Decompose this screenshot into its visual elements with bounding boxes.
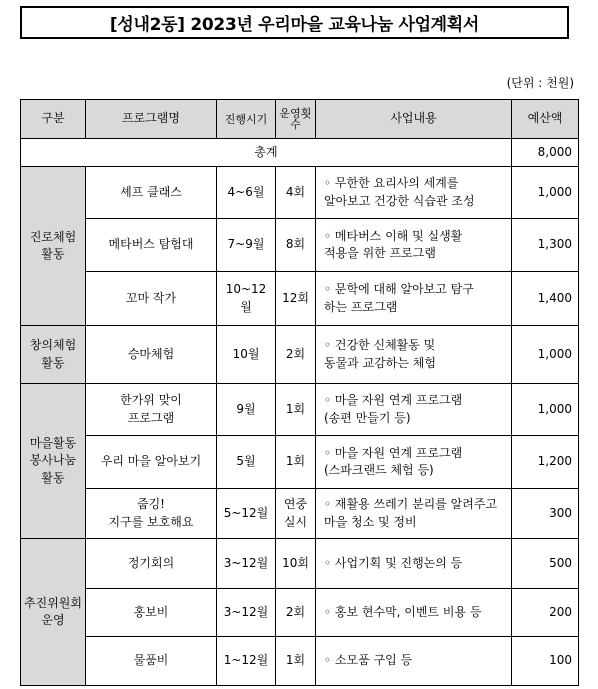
table-row [21,489,579,539]
document-title [20,6,569,39]
total-label: 총계 [21,139,512,167]
unit-label: (단위 : 천원) [506,76,574,90]
program-count: 1회 [276,384,316,436]
program-period: 3~12월 [217,589,276,637]
group-label: 추진위원회 운영 [21,539,86,686]
header-row [21,100,579,139]
program-name: 셰프 클래스 [86,167,217,219]
program-name: 줍깅! 지구를 보호해요 [86,489,217,539]
program-budget: 500 [512,539,579,589]
program-budget: 1,000 [512,326,579,384]
program-budget: 1,400 [512,272,579,326]
program-count: 2회 [276,589,316,637]
total-amount: 8,000 [512,139,579,167]
program-count: 2회 [276,326,316,384]
program-budget: 300 [512,489,579,539]
program-budget: 1,300 [512,219,579,272]
table-row [21,326,579,384]
program-budget: 1,200 [512,436,579,489]
total-row [21,139,579,167]
program-period: 3~12월 [217,539,276,589]
program-description: ◦ 소모품 구입 등 [316,637,512,686]
group-label: 진로체험 활동 [21,167,86,326]
program-description: ◦ 재활용 쓰레기 분리를 알려주고 마을 청소 및 정비 [316,489,512,539]
table-row [21,436,579,489]
program-period: 10~12 월 [217,272,276,326]
program-description: ◦ 문학에 대해 알아보고 탐구 하는 프로그램 [316,272,512,326]
program-budget: 1,000 [512,384,579,436]
plan-table [20,99,579,686]
program-name: 메타버스 탐험대 [86,219,217,272]
program-description: ◦ 사업기획 및 진행논의 등 [316,539,512,589]
program-description: ◦ 메타버스 이해 및 실생활 적용을 위한 프로그램 [316,219,512,272]
title-text: [성내2동] 2023년 우리마을 교육나눔 사업계획서 [109,15,480,35]
program-count: 12회 [276,272,316,326]
program-count: 1회 [276,436,316,489]
program-period: 5월 [217,436,276,489]
table-row [21,539,579,589]
program-period: 10월 [217,326,276,384]
group-label: 마을활동 봉사나눔 활동 [21,384,86,539]
program-description: ◦ 마을 자원 연계 프로그램 (스파크랜드 체험 등) [316,436,512,489]
program-name: 한가위 맞이 프로그램 [86,384,217,436]
header-budget: 예산액 [512,100,579,139]
program-name: 승마체험 [86,326,217,384]
program-budget: 200 [512,589,579,637]
program-name: 꼬마 작가 [86,272,217,326]
header-description: 사업내용 [316,100,512,139]
program-count: 연중 실시 [276,489,316,539]
program-count: 10회 [276,539,316,589]
table-row [21,589,579,637]
program-period: 7~9월 [217,219,276,272]
program-description: ◦ 건강한 신체활동 및 동물과 교감하는 체험 [316,326,512,384]
program-name: 물품비 [86,637,217,686]
header-program: 프로그램명 [86,100,217,139]
program-period: 5~12월 [217,489,276,539]
group-label: 창의체험 활동 [21,326,86,384]
program-count: 8회 [276,219,316,272]
program-count: 1회 [276,637,316,686]
program-period: 9월 [217,384,276,436]
table-row [21,167,579,219]
table-row [21,272,579,326]
header-category: 구분 [21,100,86,139]
table-row [21,384,579,436]
program-name: 우리 마을 알아보기 [86,436,217,489]
program-period: 4~6월 [217,167,276,219]
program-name: 홍보비 [86,589,217,637]
program-description: ◦ 홍보 현수막, 이벤트 비용 등 [316,589,512,637]
program-budget: 100 [512,637,579,686]
header-period: 진행시기 [217,100,276,139]
program-period: 1~12월 [217,637,276,686]
program-budget: 1,000 [512,167,579,219]
program-name: 정기회의 [86,539,217,589]
program-description: ◦ 마을 자원 연계 프로그램 (송편 만들기 등) [316,384,512,436]
program-count: 4회 [276,167,316,219]
header-count: 운영횟수 [276,100,316,139]
program-description: ◦ 무한한 요리사의 세계를 알아보고 건강한 식습관 조성 [316,167,512,219]
table-row [21,219,579,272]
table-row [21,637,579,686]
